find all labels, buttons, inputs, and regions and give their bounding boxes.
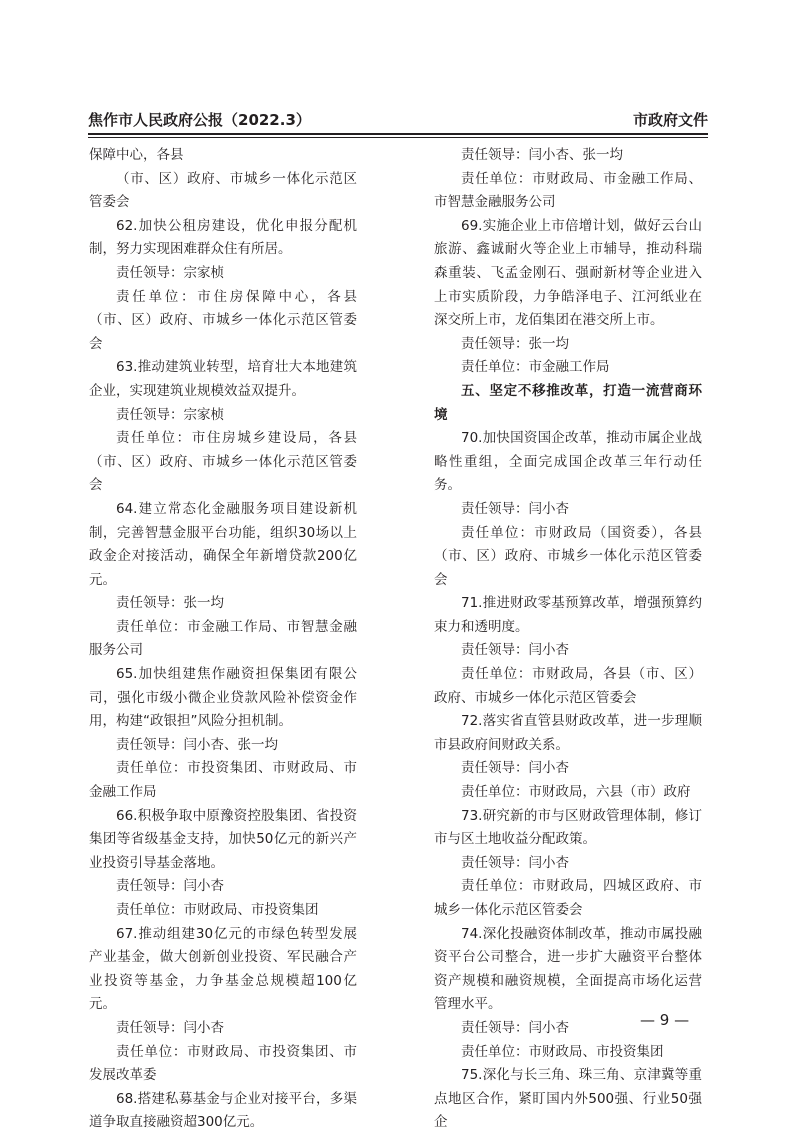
- paragraph: 责任单位：市财政局（国资委），各县（市、区）政府、市城乡一体化示范区管委会: [434, 524, 702, 588]
- paragraph: 责任单位：市金融工作局、市智慧金融服务公司: [89, 618, 357, 659]
- paragraph: 责任领导：闫小杏: [461, 760, 569, 777]
- paragraph: 69.实施企业上市倍增计划，做好云台山旅游、鑫诚耐火等企业上市辅导，推动科瑞森重装、飞孟金刚石、强耐新材等企业进入上市实质阶段，力争皓泽电子、江河纸业在深交所上市，龙佰集团在港交所上市。: [434, 217, 702, 329]
- paragraph: 责任单位：市财政局，四城区政府、市城乡一体化示范区管委会: [434, 878, 702, 918]
- paragraph: 责任单位：市财政局、市投资集团: [116, 902, 319, 918]
- paragraph: 67.推动组建30亿元的市绿色转型发展产业基金，做大创新创业投资、军民融合产业投资等基金，力争基金总规模超100亿元。: [89, 925, 357, 1013]
- paragraph: 责任领导：闫小杏: [461, 642, 569, 659]
- section-title: 市政府文件: [632, 111, 708, 129]
- paragraph: 71.推进财政零基预算改革，增强预算约束力和透明度。: [434, 595, 702, 635]
- bulletin-title: 焦作市人民政府公报（2022.3）: [88, 111, 311, 129]
- paragraph: 责任领导：闫小杏、张一均: [116, 736, 278, 753]
- paragraph: 64.建立常态化金融服务项目建设新机制，完善智慧金服平台功能，组织30场以上政金企对接活动，确保全年新增贷款200亿元。: [89, 500, 357, 588]
- paragraph: 74.深化投融资体制改革，推动市属投融资平台公司整合，进一步扩大融资平台整体资产规模和融资规模，全面提高市场化运营管理水平。: [434, 925, 702, 1013]
- paragraph: 责任单位：市财政局，各县（市、区）政府、市城乡一体化示范区管委会: [434, 666, 702, 706]
- paragraph: 责任领导：宗家桢: [116, 264, 224, 281]
- paragraph: 70.加快国资国企改革，推动市属企业战略性重组，全面完成国企改革三年行动任务。: [434, 430, 702, 494]
- paragraph: 责任单位：市财政局、市金融工作局、市智慧金融服务公司: [434, 170, 702, 211]
- paragraph: 63.推动建筑业转型，培育壮大本地建筑企业，实现建筑业规模效益双提升。: [89, 359, 357, 399]
- paragraph: 65.加快组建焦作融资担保集团有限公司，强化市级小微企业贷款风险补偿资金作用，构建“政银担”风险分担机制。: [89, 666, 357, 730]
- page-number: — 9 —: [640, 1011, 690, 1029]
- left-column: [89, 144, 357, 1135]
- paragraph: 责任单位：市金融工作局: [461, 359, 610, 376]
- paragraph: 五、坚定不移推改革，打造一流营商环境: [434, 382, 702, 423]
- paragraph: 保障中心，各县: [89, 147, 184, 163]
- paragraph: 68.搭建私募基金与企业对接平台，多渠道争取直接融资超300亿元。: [89, 1090, 357, 1131]
- header-rule-thin: [88, 137, 708, 138]
- paragraph: 责任单位：市投资集团、市财政局、市金融工作局: [89, 760, 357, 801]
- paragraph: 62.加快公租房建设，优化申报分配机制，努力实现困难群众住有所居。: [89, 217, 357, 258]
- paragraph: 责任领导：闫小杏: [461, 1019, 569, 1036]
- paragraph: 责任领导：闫小杏: [461, 854, 569, 871]
- paragraph: 责任领导：闫小杏、张一均: [461, 147, 623, 163]
- paragraph: 责任领导：张一均: [116, 595, 224, 612]
- header-rule-thick: [88, 133, 708, 135]
- running-header: [88, 109, 708, 133]
- paragraph: 责任领导：闫小杏: [116, 878, 224, 895]
- paragraph: 73.研究新的市与区财政管理体制，修订市与区土地收益分配政策。: [434, 807, 702, 848]
- paragraph: 责任单位：市财政局、市投资集团: [461, 1043, 664, 1060]
- paragraph: 责任单位：市住房城乡建设局，各县（市、区）政府、市城乡一体化示范区管委会: [89, 430, 357, 494]
- paragraph: 75.深化与长三角、珠三角、京津冀等重点地区合作，紧盯国内外500强、行业50强企: [434, 1067, 702, 1131]
- right-column: [434, 144, 702, 1135]
- paragraph: 责任领导：宗家桢: [116, 406, 224, 423]
- paragraph: 责任单位：市财政局、市投资集团、市发展改革委: [89, 1043, 357, 1084]
- paragraph: 72.落实省直管县财政改革，进一步理顺市县政府间财政关系。: [434, 713, 702, 753]
- paragraph: （市、区）政府、市城乡一体化示范区管委会: [89, 170, 357, 211]
- paragraph: 66.积极争取中原豫资控股集团、省投资集团等省级基金支持，加快50亿元的新兴产业投资引导基金落地。: [89, 807, 357, 871]
- paragraph: 责任领导：闫小杏: [116, 1019, 224, 1036]
- paragraph: 责任领导：张一均: [461, 335, 569, 352]
- paragraph: 责任单位：市住房保障中心，各县（市、区）政府、市城乡一体化示范区管委会: [89, 288, 357, 352]
- paragraph: 责任单位：市财政局，六县（市）政府: [461, 784, 691, 801]
- paragraph: 责任领导：闫小杏: [461, 500, 569, 517]
